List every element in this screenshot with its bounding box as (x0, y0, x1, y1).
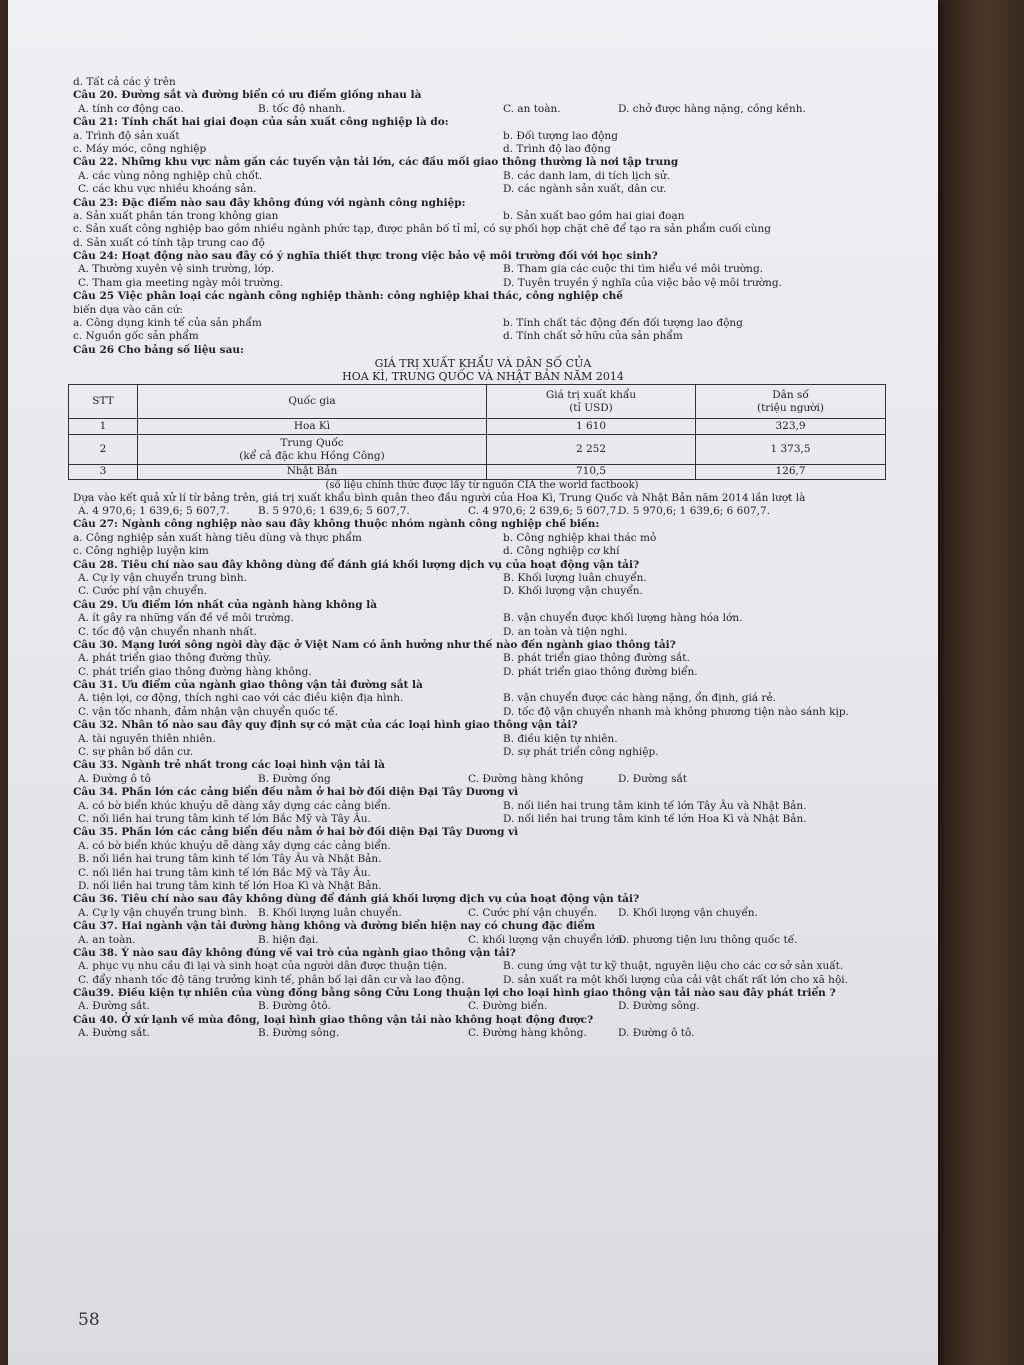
line-text: B. phát triển giao thông đường sắt. (503, 652, 690, 665)
line-text: Câu 28. Tiêu chí nào sau đây không dùng để đánh giá khối lượng dịch vụ của hoạt động vận tải? (73, 558, 640, 571)
line-text: Câu 22. Những khu vực nằm gần các tuyến vận tải lớn, các đầu mối giao thông thường là nơi tập trung (73, 156, 679, 169)
line-text: a. Công nghiệp sản xuất hàng tiêu dùng và thực phẩm (73, 531, 362, 544)
line-text: A. Cự ly vận chuyển trung bình. (78, 906, 247, 919)
table-header: Quốc gia (138, 385, 487, 419)
line-text: Câu 38. Ý nào sau đây không đúng về vai trò của ngành giao thông vận tải? (73, 946, 516, 959)
question-line (73, 330, 913, 343)
line-text: C. nối liền hai trung tâm kinh tế lớn Bắc Mỹ và Tây Âu. (78, 812, 371, 825)
question-line (73, 880, 913, 893)
line-text: a. Công dụng kinh tế của sản phẩm (73, 317, 262, 330)
question-line (73, 130, 913, 143)
line-text: Câu 24: Hoạt động nào sau đây có ý nghĩa thiết thực trong việc bảo vệ môi trường đối với học sinh? (73, 250, 658, 263)
line-text: Câu 25 Việc phân loại các ngành công nghiệp thành: công nghiệp khai thác, công nghiệp chế (73, 290, 623, 303)
line-text: Câu 29. Ưu điểm lớn nhất của ngành hàng không là (73, 598, 378, 611)
line-text: B. hiện đại. (258, 933, 319, 946)
table-title-line-1: GIÁ TRỊ XUẤT KHẨU VÀ DÂN SỐ CỦA (374, 357, 592, 371)
line-text: C. Đường hàng không (468, 772, 584, 785)
line-text: Câu 20. Đường sắt và đường biển có ưu điểm giống nhau là (73, 89, 422, 102)
table-header: STT (69, 385, 138, 419)
line-text: B. tốc độ nhanh. (258, 102, 346, 115)
question-line (73, 183, 913, 196)
line-text: Câu 34. Phần lớn các cảng biển đều nằm ở hai bờ đối diện Đại Tây Dương vì (73, 786, 519, 799)
line-text: Câu 26 Cho bảng số liệu sau: (73, 343, 244, 356)
question-line (73, 934, 913, 947)
question-line (73, 652, 913, 665)
question-line (73, 572, 913, 585)
question-line (73, 907, 913, 920)
line-text: D. Khối lượng vận chuyển. (503, 585, 643, 598)
table-cell: Hoa Kì (138, 419, 487, 435)
line-text: A. các vùng nông nghiệp chủ chốt. (78, 169, 263, 182)
line-text: D. Đường sông. (618, 1000, 700, 1013)
line-text: C. sự phân bố dân cư. (78, 746, 194, 759)
line-text: d. Sản xuất có tính tập trung cao độ (73, 236, 265, 249)
table-cell: 2 252 (487, 435, 696, 465)
question-line (73, 344, 913, 357)
line-text: A. 4 970,6; 1 639,6; 5 607,7. (78, 505, 230, 517)
question-line (73, 987, 913, 1000)
table-cell: 1 (69, 419, 138, 435)
question-line (73, 599, 913, 612)
line-text: Câu 31. Ưu điểm của ngành giao thông vận tải đường sắt là (73, 679, 423, 692)
question-line (73, 947, 913, 960)
line-text: D. Tuyên truyền ý nghĩa của việc bảo vệ môi trường. (503, 276, 782, 289)
line-text: b. Sản xuất bao gồm hai giai đoạn (503, 209, 685, 222)
question-line (73, 290, 913, 303)
line-text: D. 5 970,6; 1 639,6; 6 607,7. (618, 505, 771, 517)
line-text: B. nối liền hai trung tâm kinh tế lớn Tây Âu và Nhật Bản. (78, 853, 382, 866)
line-text: d. Tính chất sở hữu của sản phẩm (503, 330, 683, 343)
line-text: C. Cước phí vận chuyển. (468, 906, 598, 919)
line-text: A. tiện lợi, cơ động, thích nghi cao với các điều kiện địa hình. (78, 692, 404, 705)
line-text: a. Sản xuất phân tán trong không gian (73, 209, 279, 222)
question-line (73, 746, 913, 759)
question-line (73, 666, 913, 679)
question-line (73, 733, 913, 746)
line-text: Câu 40. Ở xứ lạnh về mùa đông, loại hình giao thông vận tải nào không hoạt động được? (73, 1013, 594, 1026)
line-text: C. Đường biển. (468, 1000, 548, 1013)
table-cell: 323,9 (696, 419, 886, 435)
line-text: c. Máy móc, công nghiệp (73, 142, 207, 155)
line-text: d. Trình độ lao động (503, 142, 611, 155)
line-text: C. nối liền hai trung tâm kinh tế lớn Bắc Mỹ và Tây Âu. (78, 866, 371, 879)
question-line (73, 893, 913, 906)
question-line (73, 263, 913, 276)
line-text: D. chở được hàng nặng, cồng kềnh. (618, 102, 806, 115)
question-line (73, 639, 913, 652)
question-line (73, 277, 913, 290)
question-line (73, 786, 913, 799)
line-text: D. an toàn và tiện nghi. (503, 625, 628, 638)
export-population-table (68, 384, 886, 479)
line-text: biến dựa vào căn cứ: (73, 303, 183, 316)
line-text: A. tài nguyên thiên nhiên. (78, 732, 216, 745)
line-text: D. nối liền hai trung tâm kinh tế lớn Hoa Kì và Nhật Bản. (78, 879, 382, 892)
line-text: B. vận chuyển được khối lượng hàng hóa lớn. (503, 612, 743, 625)
question-line (73, 759, 913, 772)
line-text: B. cung ứng vật tư kỹ thuật, nguyên liệu cho các cơ sở sản xuất. (503, 960, 844, 973)
line-text: A. có bờ biển khúc khuỷu dễ dàng xây dựng các cảng biển. (78, 839, 391, 852)
line-text: A. Cự ly vận chuyển trung bình. (78, 571, 247, 584)
line-text: C. đẩy nhanh tốc độ tăng trưởng kinh tế, phân bố lại dân cư và lao động. (78, 973, 465, 986)
line-text: B. Đường ôtô. (258, 1000, 331, 1013)
line-text: b. Tính chất tác động đến đối tượng lao động (503, 317, 743, 330)
line-text: Dựa vào kết quả xử lí từ bảng trên, giá trị xuất khẩu bình quân theo đầu người của Hoa Kì, Trung Quốc và Nhật Bản năm 2014 lần lượt là (73, 491, 806, 504)
question-line (73, 813, 913, 826)
question-line (73, 692, 913, 705)
question-line (73, 116, 913, 129)
line-text: d. Công nghiệp cơ khí (503, 545, 620, 558)
table-cell: 1 373,5 (696, 435, 886, 465)
line-text: A. Đường ô tô (78, 772, 151, 785)
question-line (73, 545, 913, 558)
line-text: C. các khu vực nhiều khoáng sản. (78, 183, 257, 196)
question-line (73, 585, 913, 598)
question-line (73, 840, 913, 853)
question-line (73, 626, 913, 639)
question-line (73, 492, 913, 505)
question-line (73, 156, 913, 169)
table-cell: Trung Quốc (kể cả đặc khu Hồng Công) (138, 435, 487, 465)
question-line (73, 719, 913, 732)
table-surface (930, 0, 1024, 1365)
line-text: Câu39. Điều kiện tự nhiên của vùng đồng bằng sông Cửu Long thuận lợi cho loại hình giao thông vận tải nào sau đây phát triển ? (73, 987, 836, 1000)
line-text: Câu 21: Tính chất hai giai đoạn của sản xuất công nghiệp là do: (73, 116, 449, 129)
table-header: Giá trị xuất khẩu (tỉ USD) (487, 385, 696, 419)
table-cell: 3 (69, 465, 138, 479)
table-cell: 126,7 (696, 465, 886, 479)
table-cell: 1 610 (487, 419, 696, 435)
line-text: C. Tham gia meeting ngày môi trường. (78, 276, 284, 289)
question-line (73, 89, 913, 102)
line-text: D. Khối lượng vận chuyển. (618, 906, 758, 919)
line-text: A. tính cơ động cao. (78, 102, 184, 115)
line-text: C. an toàn. (503, 102, 561, 115)
question-line (73, 197, 913, 210)
line-text: C. tốc độ vận chuyển nhanh nhất. (78, 625, 257, 638)
question-line (73, 170, 913, 183)
question-line (73, 974, 913, 987)
question-line (73, 76, 913, 89)
line-text: C. khối lượng vận chuyển lớn. (468, 933, 626, 946)
question-line (73, 237, 913, 250)
line-text: A. có bờ biển khúc khuỷu dễ dàng xây dựng các cảng biển. (78, 799, 391, 812)
line-text: B. Khối lượng luân chuyển. (258, 906, 402, 919)
question-line (73, 800, 913, 813)
line-text: Câu 30. Mạng lưới sông ngòi dày đặc ở Việt Nam có ảnh hưởng như thế nào đến ngành giao thông tải? (73, 638, 676, 651)
line-text: Câu 23: Đặc điểm nào sau đây không đúng với ngành công nghiệp: (73, 196, 466, 209)
line-text: D. nối liền hai trung tâm kinh tế lớn Hoa Kì và Nhật Bản. (503, 812, 807, 825)
line-text: Câu 27: Ngành công nghiệp nào sau đây không thuộc nhóm ngành công nghiệp chế biến: (73, 518, 600, 531)
line-text: B. các danh lam, di tích lịch sử. (503, 169, 671, 182)
question-line (73, 867, 913, 880)
line-text: C. vận tốc nhanh, đảm nhận vận chuyển quốc tế. (78, 705, 338, 718)
line-text: C. phát triển giao thông đường hàng không. (78, 665, 312, 678)
question-line (73, 210, 913, 223)
line-text: A. phát triển giao thông đường thủy. (78, 652, 272, 665)
question-line (73, 250, 913, 263)
line-text: C. Đường hàng không. (468, 1027, 587, 1040)
questions-block-2 (73, 492, 913, 1041)
question-line (73, 518, 913, 531)
question-line (73, 773, 913, 786)
line-text: C. 4 970,6; 2 639,6; 5 607,7. (468, 505, 620, 517)
line-text: Câu 36. Tiêu chí nào sau đây không dùng để đánh giá khối lượng dịch vụ của hoạt động vận tải? (73, 893, 640, 906)
line-text: d. Tất cả các ý trên (73, 76, 176, 88)
line-text: Câu 37. Hai ngành vận tải đường hàng không và đường biển hiện nay có chung đặc điểm (73, 920, 596, 933)
line-text: B. Đường sông. (258, 1027, 340, 1040)
question-line (73, 532, 913, 545)
line-text: A. Thường xuyên vệ sinh trường, lớp. (78, 263, 275, 276)
question-line (73, 679, 913, 692)
question-line (73, 223, 913, 236)
line-text: D. các ngành sản xuất, dân cư. (503, 183, 667, 196)
line-text: D. sản xuất ra một khối lượng của cải vật chất rất lớn cho xã hội. (503, 973, 848, 986)
question-line (73, 505, 913, 518)
line-text: b. Công nghiệp khai thác mỏ (503, 531, 657, 544)
questions-block-1 (73, 76, 913, 357)
line-text: D. Đường ô tô. (618, 1027, 695, 1040)
line-text: D. sự phát triển công nghiệp. (503, 746, 659, 759)
line-text: B. điều kiện tự nhiên. (503, 732, 618, 745)
question-line (73, 304, 913, 317)
exam-page (8, 0, 938, 1365)
line-text: Câu 33. Ngành trẻ nhất trong các loại hình vận tải là (73, 759, 385, 772)
line-text: B. vận chuyển được các hàng nặng, ổn định, giá rẻ. (503, 692, 777, 705)
table-cell: Nhật Bản (138, 465, 487, 479)
line-text: A. phục vụ nhu cầu đi lại và sinh hoạt của người dân được thuận tiện. (78, 960, 448, 973)
line-text: a. Trình độ sản xuất (73, 129, 180, 142)
table-cell: 710,5 (487, 465, 696, 479)
line-text: Câu 35. Phần lớn các cảng biển đều nằm ở hai bờ đối diện Đại Tây Dương vì (73, 826, 519, 839)
question-line (73, 960, 913, 973)
line-text: D. Đường sắt (618, 772, 687, 785)
question-line (73, 920, 913, 933)
line-text: B. Đường ống (258, 772, 331, 785)
line-text: B. nối liền hai trung tâm kinh tế lớn Tây Âu và Nhật Bản. (503, 799, 807, 812)
line-text: A. ít gây ra những vấn đề về môi trường. (78, 612, 294, 625)
line-text: c. Sản xuất công nghiệp bao gồm nhiều ngành phức tạp, được phân bố tỉ mỉ, có sự phối hợp chặt chẽ để tạo ra sản phẩm cuối cùng (73, 223, 771, 236)
table-title-line-2: HOA KÌ, TRUNG QUỐC VÀ NHẬT BẢN NĂM 2014 (342, 370, 624, 384)
table-cell: 2 (69, 435, 138, 465)
line-text: c. Nguồn gốc sản phẩm (73, 330, 199, 343)
line-text: D. phát triển giao thông đường biển. (503, 665, 698, 678)
question-line (73, 612, 913, 625)
line-text: b. Đối tượng lao động (503, 129, 618, 142)
question-line (73, 1027, 913, 1040)
line-text: D. phương tiện lưu thông quốc tế. (618, 933, 798, 946)
line-text: D. tốc độ vận chuyển nhanh mà không phương tiện nào sánh kịp. (503, 705, 849, 718)
question-line (73, 1000, 913, 1013)
data-table-section (73, 357, 913, 491)
question-line (73, 559, 913, 572)
page-content (73, 76, 913, 1041)
line-text: B. 5 970,6; 1 639,6; 5 607,7. (258, 505, 410, 517)
question-line (73, 706, 913, 719)
question-line (73, 853, 913, 866)
line-text: B. Tham gia các cuộc thi tìm hiểu về môi trường. (503, 263, 764, 276)
line-text: A. Đường sắt. (78, 1000, 150, 1013)
page-number: 58 (78, 1310, 100, 1330)
question-line (73, 826, 913, 839)
line-text: c. Công nghiệp luyện kim (73, 545, 209, 558)
question-line (73, 143, 913, 156)
line-text: A. an toàn. (78, 933, 136, 946)
line-text: A. Đường sắt. (78, 1027, 150, 1040)
question-line (73, 1014, 913, 1027)
question-line (73, 317, 913, 330)
question-line (73, 103, 913, 116)
line-text: Câu 32. Nhân tố nào sau đây quy định sự có mặt của các loại hình giao thông vận tải? (73, 719, 578, 732)
line-text: C. Cước phí vận chuyển. (78, 585, 208, 598)
table-source-note: (số liệu chính thức được lấy từ nguồn CIA the world factbook) (325, 479, 639, 491)
line-text: B. Khối lượng luân chuyển. (503, 571, 647, 584)
table-header: Dân số (triệu người) (696, 385, 886, 419)
